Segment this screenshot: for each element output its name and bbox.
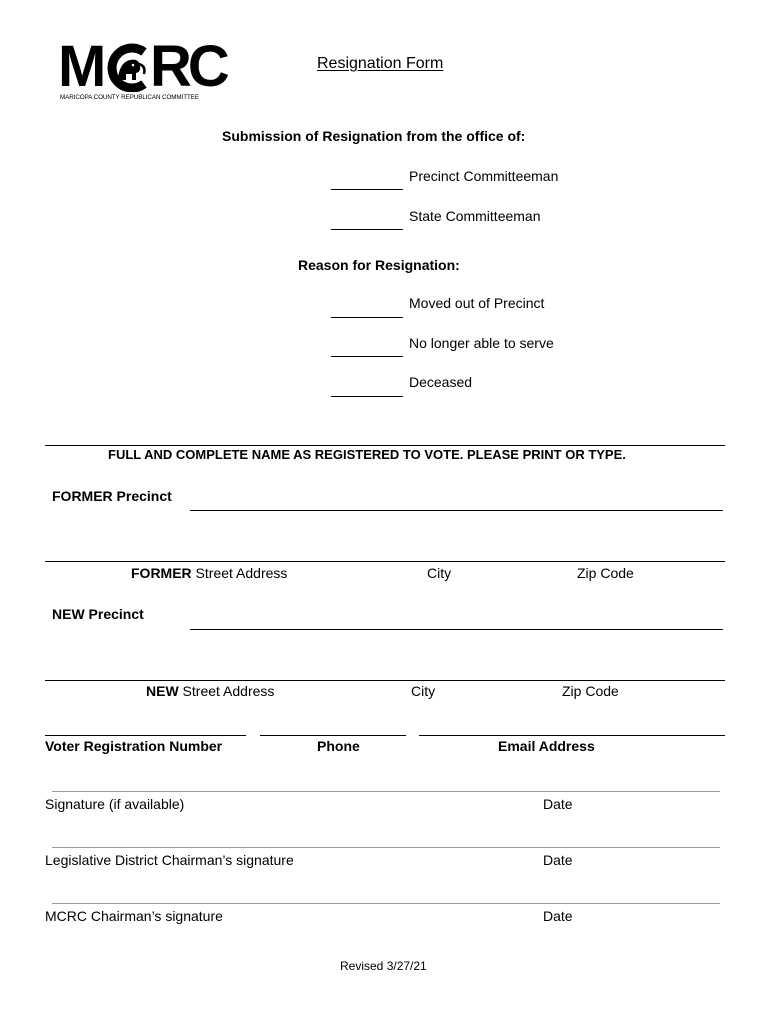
new-precinct-field[interactable] [190,629,723,630]
revision-footer: Revised 3/27/21 [340,959,427,973]
former-address-field[interactable] [45,561,725,562]
voter-registration-label: Voter Registration Number [45,738,223,754]
ld-chairman-date-label: Date [543,852,573,868]
office-checkbox-line[interactable] [331,229,403,230]
ld-chairman-signature-label: Legislative District Chairman’s signature [45,852,294,868]
new-street-rest: Street Address [178,683,275,699]
former-city-label: City [427,565,452,581]
logo-subtitle: MARICOPA COUNTY REPUBLICAN COMMITTEE [60,94,199,101]
former-street-bold: FORMER [131,565,192,581]
office-option-label: Precinct Committeeman [409,168,559,184]
reason-option-label: No longer able to serve [409,335,554,351]
new-precinct-label: NEW Precinct [52,606,144,622]
phone-label: Phone [317,738,360,754]
reason-checkbox-line[interactable] [331,356,403,357]
new-city-label: City [411,683,436,699]
section-divider [45,445,725,446]
elephant-c-icon [106,42,150,92]
email-label: Email Address [498,738,595,754]
new-street-label [146,683,274,699]
mcrc-chairman-signature-label: MCRC Chairman’s signature [45,908,223,924]
mcrc-chairman-date-label: Date [543,908,573,924]
signature-date-label: Date [543,796,573,812]
signature-label: Signature (if available) [45,796,185,812]
signature-field[interactable] [52,791,720,792]
reason-option-label: Moved out of Precinct [409,295,545,311]
former-street-label [131,565,287,581]
email-field[interactable] [419,735,725,736]
new-address-field[interactable] [45,680,725,681]
former-street-rest: Street Address [191,565,288,581]
ld-chairman-signature-field[interactable] [52,847,720,848]
office-checkbox-line[interactable] [331,189,403,190]
phone-field[interactable] [260,735,406,736]
new-street-bold: NEW [146,683,179,699]
former-zip-label: Zip Code [577,565,634,581]
page-title: Resignation Form [317,55,444,72]
logo-letter-m: M [58,34,103,99]
voter-registration-field[interactable] [45,735,246,736]
reason-checkbox-line[interactable] [331,317,403,318]
new-zip-label: Zip Code [562,683,619,699]
mcrc-chairman-signature-field[interactable] [52,903,720,904]
instruction-text: FULL AND COMPLETE NAME AS REGISTERED TO VOTE. PLEASE PRINT OR TYPE. [108,447,626,462]
reason-checkbox-line[interactable] [331,396,403,397]
mcrc-logo [58,34,226,102]
submission-heading: Submission of Resignation from the office of: [222,128,526,144]
reason-heading: Reason for Resignation: [298,257,460,273]
former-precinct-label: FORMER Precinct [52,488,172,504]
logo-letters-rc: RC [150,34,226,99]
office-option-label: State Committeeman [409,208,541,224]
former-precinct-field[interactable] [190,510,723,511]
reason-option-label: Deceased [409,374,473,390]
